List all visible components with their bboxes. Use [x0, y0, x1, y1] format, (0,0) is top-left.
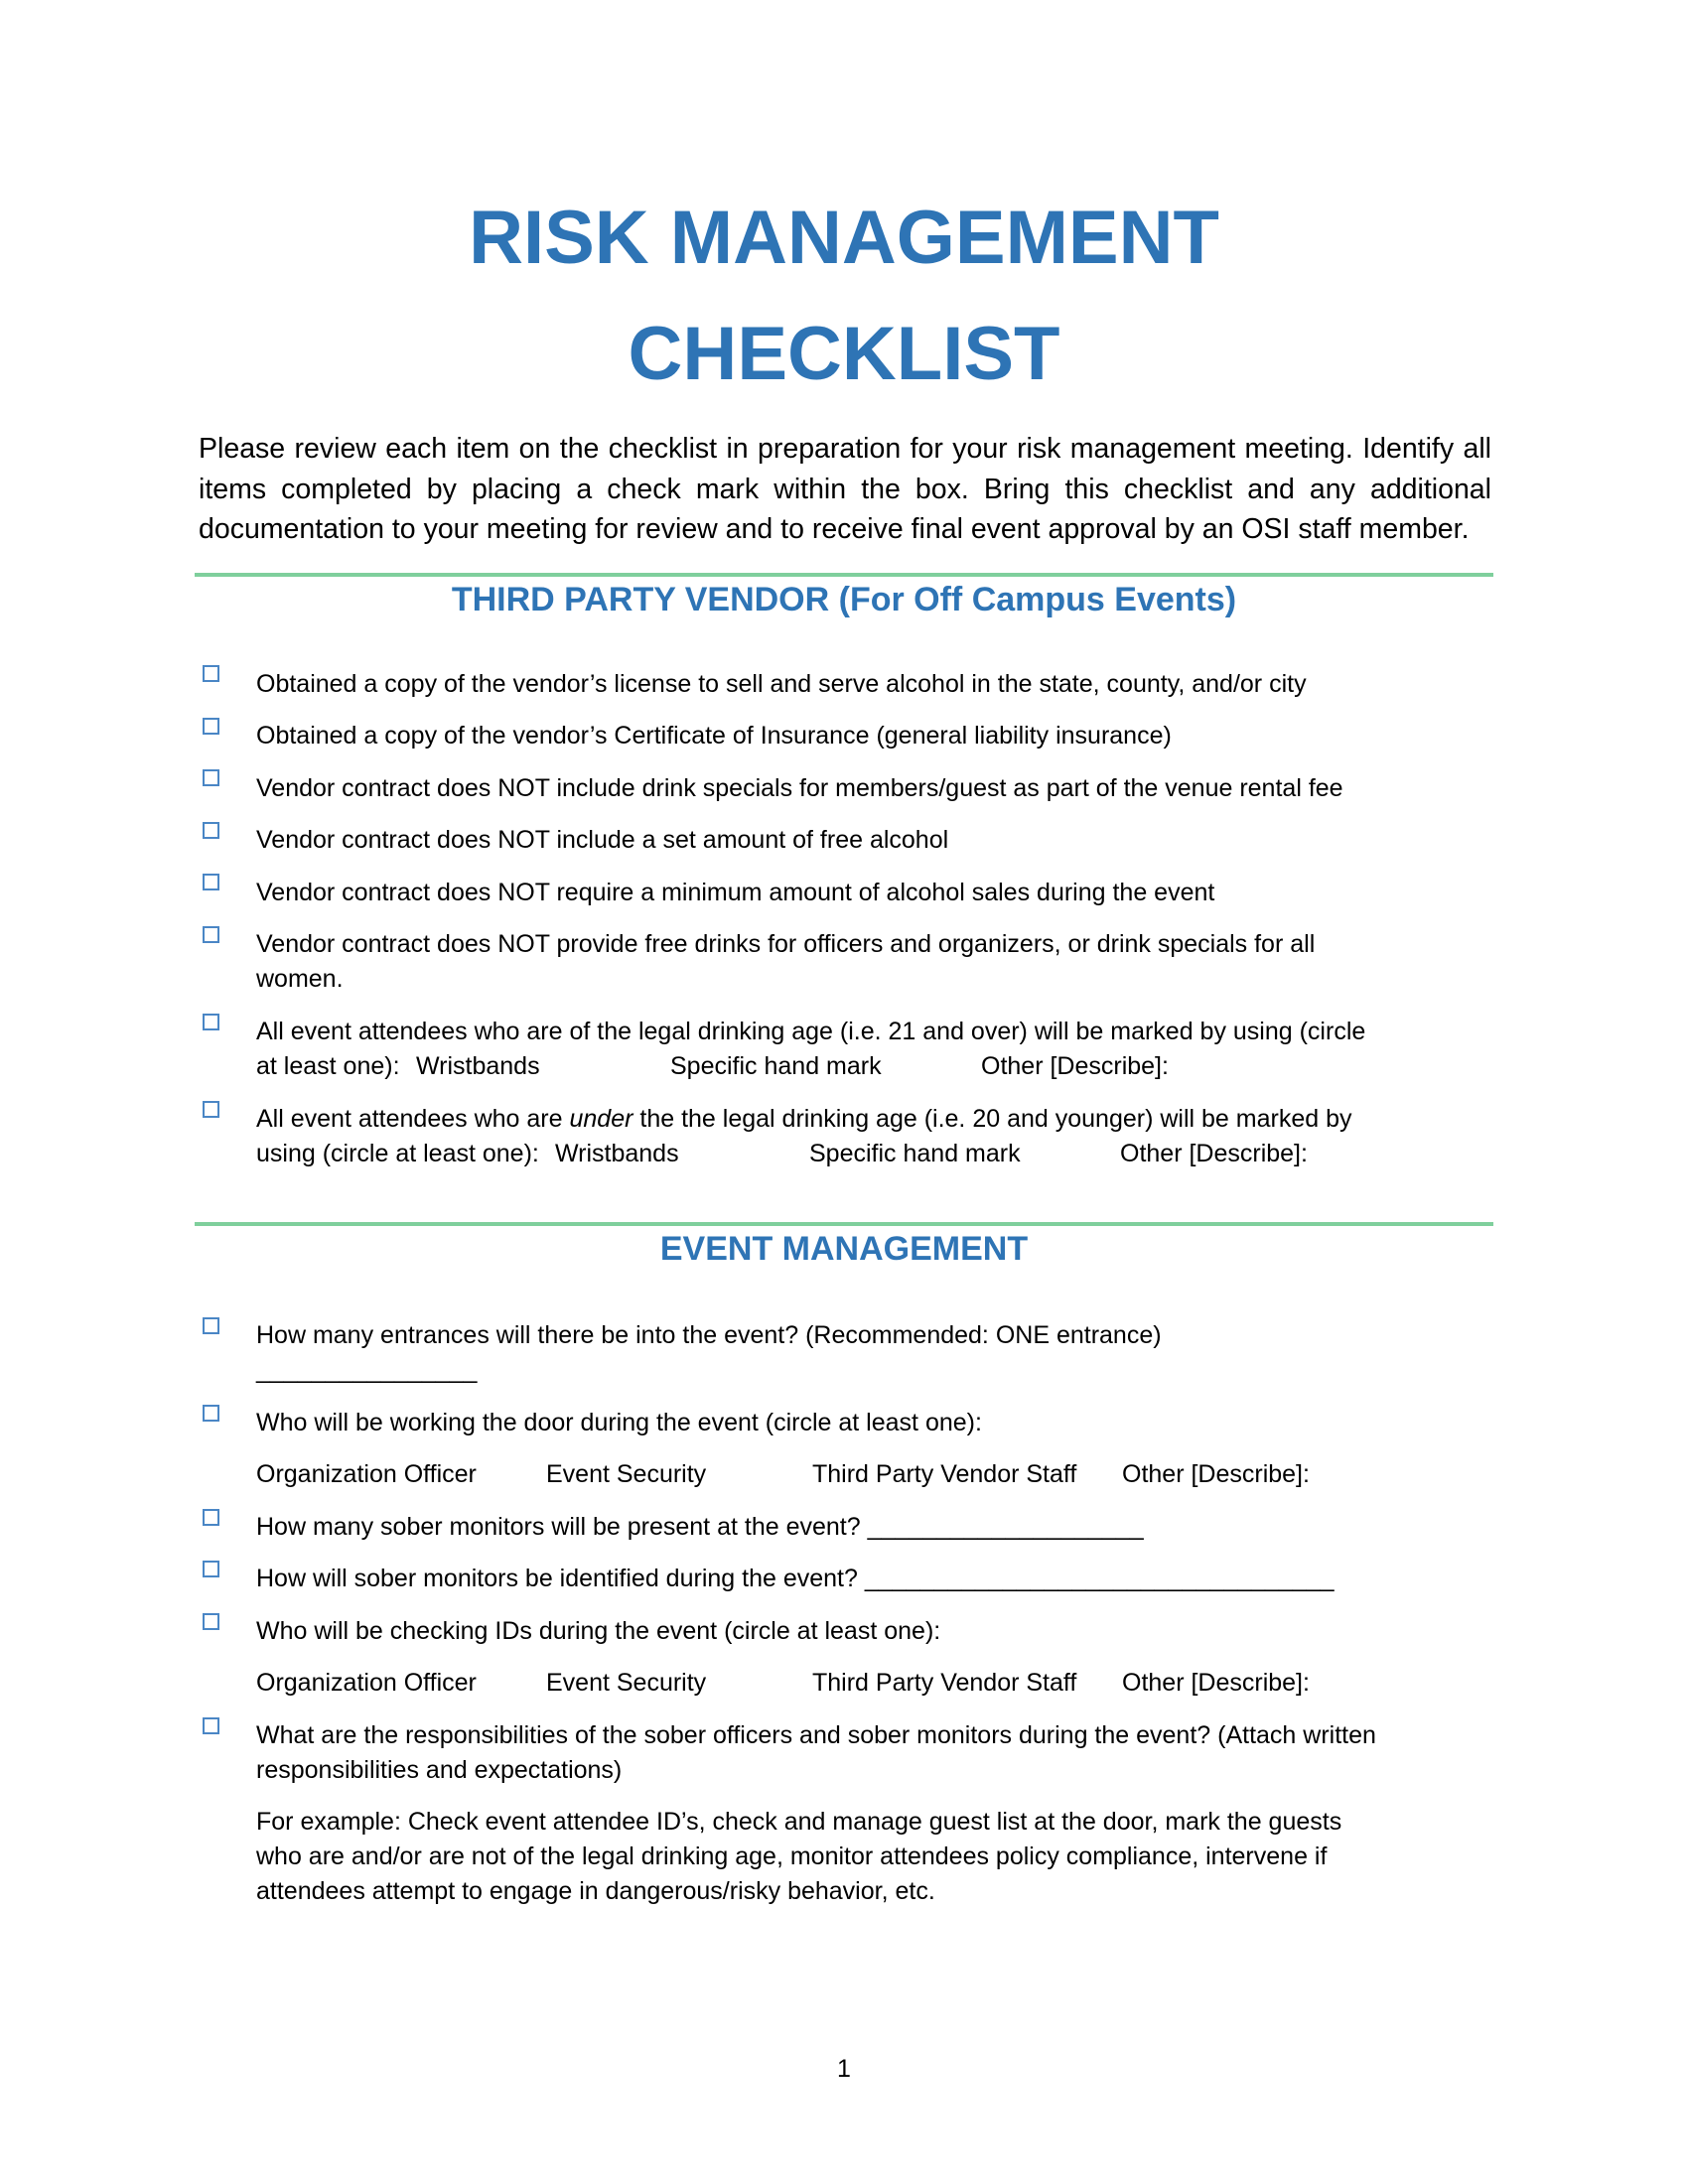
option-vendor-staff[interactable]: Third Party Vendor Staff — [812, 1669, 1077, 1697]
option-vendor-staff[interactable]: Third Party Vendor Staff — [812, 1460, 1077, 1488]
option-hand-mark[interactable]: Specific hand mark — [809, 1140, 1021, 1167]
checkbox-sober-identification[interactable] — [203, 1561, 219, 1577]
checklist-item: How many sober monitors will be present at the event? ____________________ — [256, 1513, 1144, 1541]
option-other[interactable]: Other [Describe]: — [1122, 1460, 1310, 1488]
checklist-item: How many entrances will there be into the event? (Recommended: ONE entrance) — [256, 1321, 1162, 1349]
checklist-item: Who will be checking IDs during the event (circle at least one): — [256, 1617, 941, 1645]
checkbox-door-staff[interactable] — [203, 1405, 219, 1422]
checklist-item: Vendor contract does NOT provide free drinks for officers and organizers, or drink specials for all women. — [256, 930, 1316, 993]
checkbox-drink-specials[interactable] — [203, 769, 219, 786]
checklist-item: What are the responsibilities of the sober officers and sober monitors during the event? (Attach written responsibilities and expectations) — [256, 1721, 1376, 1784]
checkbox-vendor-license[interactable] — [203, 665, 219, 682]
checkbox-vendor-insurance[interactable] — [203, 718, 219, 735]
checklist-item: All event attendees who are of the legal drinking age (i.e. 21 and over) will be marked by using (circle — [256, 1018, 1366, 1045]
checklist-item: Vendor contract does NOT require a minimum amount of alcohol sales during the event — [256, 879, 1215, 906]
checkbox-sober-count[interactable] — [203, 1509, 219, 1526]
checklist-item: How will sober monitors be identified during the event? __________________________________ — [256, 1565, 1335, 1592]
option-other[interactable]: Other [Describe]: — [981, 1052, 1169, 1080]
checklist-item — [256, 1102, 1428, 1137]
option-organization-officer[interactable]: Organization Officer — [256, 1460, 477, 1488]
section-heading-vendor: THIRD PARTY VENDOR (For Off Campus Events) — [451, 581, 1237, 618]
item-text-pre: All event attendees who are — [256, 1105, 570, 1133]
checkbox-free-drinks-officers[interactable] — [203, 926, 219, 943]
option-other[interactable]: Other [Describe]: — [1120, 1140, 1308, 1167]
page-title-line-2: CHECKLIST — [628, 312, 1060, 396]
option-wristbands[interactable]: Wristbands — [416, 1052, 540, 1080]
checklist-item: Obtained a copy of the vendor’s license to sell and serve alcohol in the state, county, and/or city — [256, 670, 1307, 698]
option-event-security[interactable]: Event Security — [546, 1669, 707, 1697]
option-organization-officer[interactable]: Organization Officer — [256, 1669, 477, 1697]
example-text: For example: Check event attendee ID’s, check and manage guest list at the door, mark the guests who are and/or are not of the legal drinking age, monitor attendees policy compliance, intervene if attendees attempt to engage in dangerous/risky behavior, etc. — [256, 1808, 1342, 1905]
checklist-item: Who will be working the door during the event (circle at least one): — [256, 1409, 982, 1436]
circle-options-row — [256, 1666, 1428, 1701]
circle-options-row — [256, 1049, 1428, 1084]
option-wristbands[interactable]: Wristbands — [555, 1140, 679, 1167]
section-heading-event: EVENT MANAGEMENT — [659, 1230, 1029, 1268]
option-event-security[interactable]: Event Security — [546, 1460, 707, 1488]
checkbox-responsibilities[interactable] — [203, 1717, 219, 1734]
page-title-line-1: RISK MANAGEMENT — [469, 196, 1219, 280]
checklist-item: Vendor contract does NOT include a set amount of free alcohol — [256, 826, 949, 854]
intro-paragraph: Please review each item on the checklist in preparation for your risk management meeting. Identify all items completed by placing a check mark within the box. Bring this checklist and any additional documentation to your meeting for review and to receive final event approval by an OSI staff member. — [199, 433, 1491, 545]
checkbox-under-age-marking[interactable] — [203, 1101, 219, 1118]
option-hand-mark[interactable]: Specific hand mark — [670, 1052, 882, 1080]
options-lead: using (circle at least one): — [256, 1140, 539, 1167]
checkbox-minimum-sales[interactable] — [203, 874, 219, 890]
checkbox-entrances[interactable] — [203, 1317, 219, 1334]
item-text-post: the the legal drinking age (i.e. 20 and younger) will be marked by — [633, 1105, 1352, 1133]
checkbox-id-checking[interactable] — [203, 1613, 219, 1630]
page-number: 1 — [837, 2055, 851, 2083]
options-lead: at least one): — [256, 1052, 400, 1080]
checklist-item: Vendor contract does NOT include drink specials for members/guest as part of the venue rental fee — [256, 774, 1343, 802]
answer-blank[interactable]: ________________ — [256, 1356, 478, 1384]
section-divider — [195, 573, 1493, 577]
checkbox-of-age-marking[interactable] — [203, 1014, 219, 1030]
circle-options-row — [256, 1137, 1428, 1171]
circle-options-row — [256, 1457, 1428, 1492]
item-text-emphasis: under — [569, 1105, 633, 1133]
checklist-item: Obtained a copy of the vendor’s Certificate of Insurance (general liability insurance) — [256, 722, 1172, 750]
section-divider — [195, 1222, 1493, 1226]
option-other[interactable]: Other [Describe]: — [1122, 1669, 1310, 1697]
checkbox-free-alcohol[interactable] — [203, 822, 219, 839]
